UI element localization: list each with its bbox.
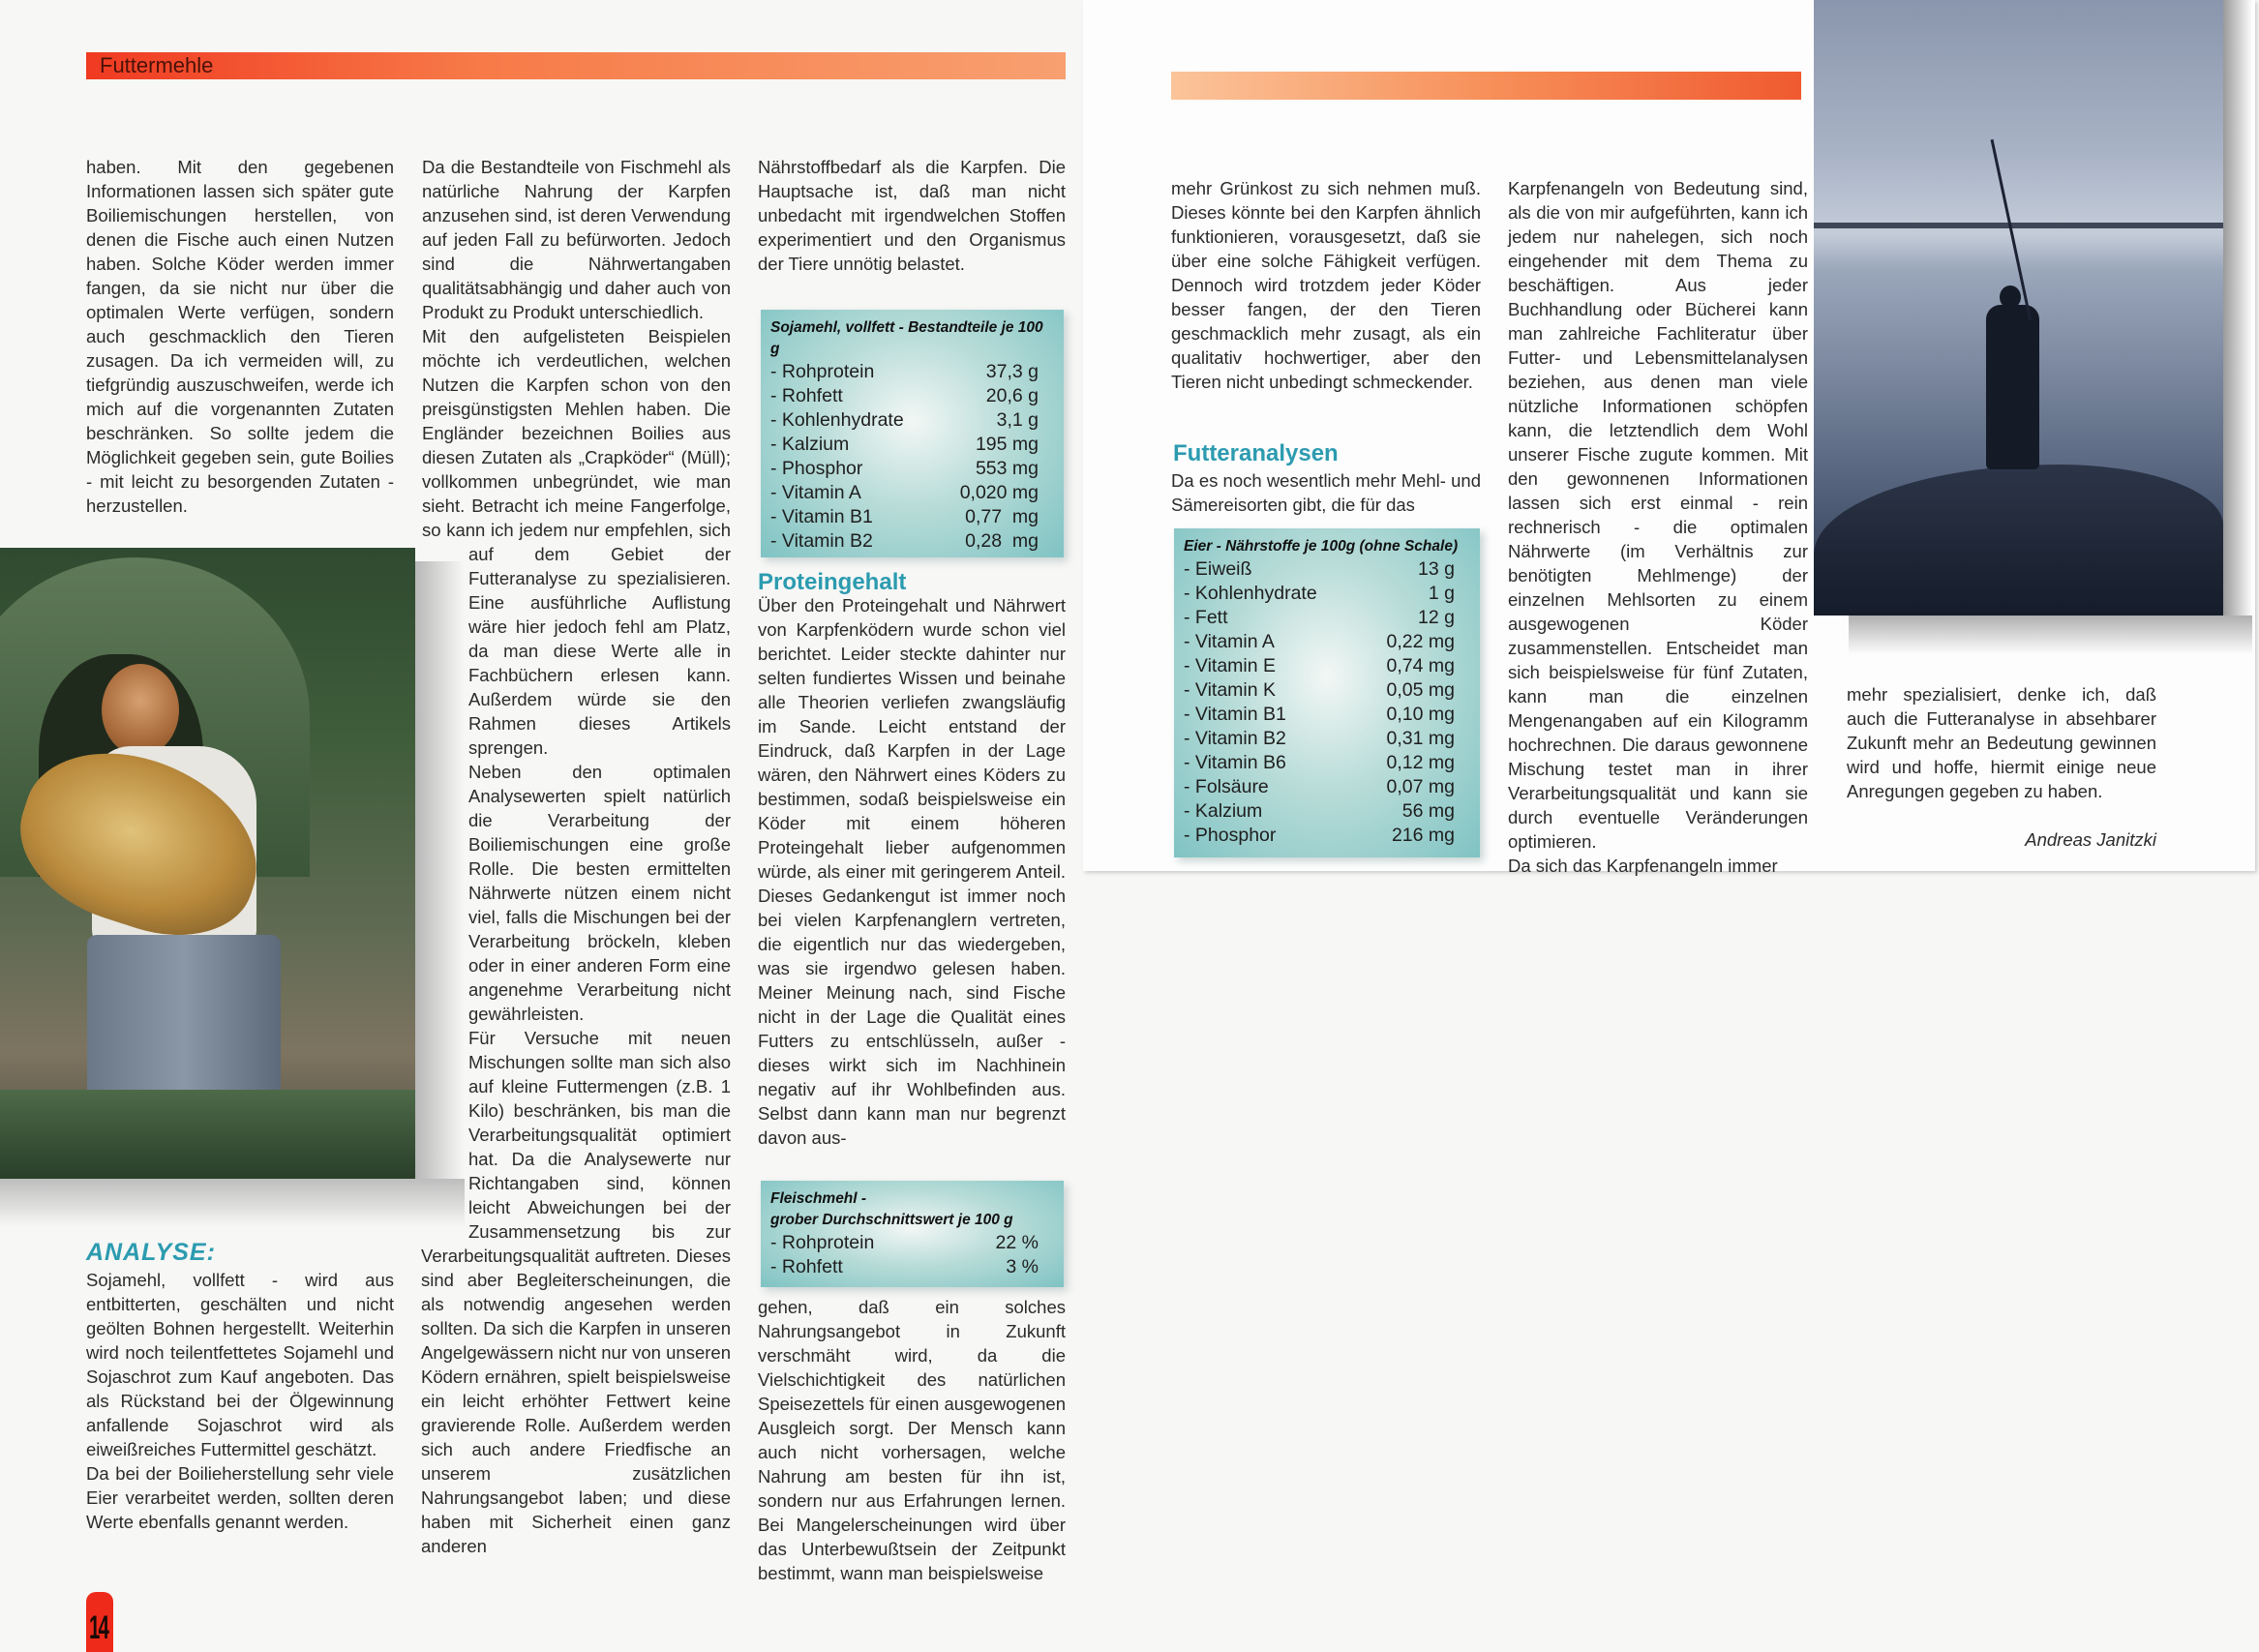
nutrient-value: 12 g <box>1418 607 1455 628</box>
silhouette-body <box>1986 305 2039 469</box>
table-fleischmehl <box>761 1181 1064 1287</box>
nutrient-label: - Vitamin B2 <box>1184 728 1286 749</box>
paragraph: haben. Mit den gegebenen Informationen lassen sich später gute Boiliemischungen herstellen, von denen die Fische auch einen Nutzen haben. Solche Köder werden immer fangen, da sie nicht nur über die optimalen Werte verfügen, sondern auch geschmacklich den Tieren zusagen. Da ich vermeiden will, zu tiefgründig auszuschweifen, werde ich mich auf die vorgenannten Zutaten beschränken. So sollte jedem die Möglichkeit gegeben sein, gute Boilies - mit leicht zu besorgenden Zutaten - herzustellen. <box>86 157 394 516</box>
analyse-text <box>86 1268 394 1534</box>
nutrient-value: 20,6 g <box>985 385 1039 406</box>
far-shoreline <box>1814 223 2223 228</box>
right-column-3-text: mehr spezialisiert, denke ich, daß auch die Futteranalyse in absehbarer Zukunft mehr an Bedeutung gewinnen wird und hoffe, hiermit einige neue Anregungen gegeben zu haben. <box>1847 684 2156 801</box>
table-body <box>770 1231 1054 1279</box>
photo-lake-angler-silhouette <box>1814 0 2223 616</box>
table-row <box>770 481 1054 505</box>
nutrient-label: - Vitamin B1 <box>1184 704 1286 725</box>
nutrient-value: 3 % <box>1006 1256 1039 1277</box>
nutrient-label: - Kalzium <box>770 434 850 455</box>
nutrient-label: - Rohfett <box>770 1256 843 1277</box>
section-title: Futtermehle <box>100 53 214 77</box>
table-row <box>1184 775 1470 799</box>
table-row <box>770 1231 1054 1255</box>
photo-angler-with-carp <box>0 548 415 1179</box>
nutrient-label: - Eiweiß <box>1184 558 1252 580</box>
nutrient-label: - Rohprotein <box>770 361 875 382</box>
person-head <box>102 664 179 756</box>
nutrient-label: - Rohprotein <box>770 1232 875 1253</box>
nutrient-label: - Folsäure <box>1184 776 1269 797</box>
table-row <box>1184 703 1470 727</box>
photo-indent <box>421 542 468 1241</box>
heading-proteingehalt: Proteingehalt <box>758 569 907 595</box>
right-column-1-text: mehr Grünkost zu sich nehmen muß. Dieses könnte bei den Karpfen ähnlich funktionieren, vorausgesetzt, daß sie über eine solche Fähigkeit verfügen. Dennoch wird trotzdem jeder Köder besser fangen, der den Tieren geschmacklich mehr zusagt, als ein qualitativ hochwertiger, aber den Tieren nicht unbedingt schmeckender. <box>1171 178 1481 392</box>
nutrient-label: - Vitamin K <box>1184 679 1277 701</box>
nutrient-label: - Kohlenhydrate <box>1184 583 1317 604</box>
nutrient-value: 0,74 mg <box>1386 655 1455 676</box>
table-row <box>1184 630 1470 654</box>
paragraph: Da bei der Boilieherstellung sehr viele Eier verarbeitet werden, sollten deren Werte ebenfalls genannt werden. <box>86 1463 394 1532</box>
table-body <box>770 360 1054 554</box>
nutrient-label: - Rohfett <box>770 385 843 406</box>
table-title: Fleischmehl - <box>770 1190 867 1207</box>
shore-foreground <box>1814 465 2223 616</box>
table-row <box>770 360 1054 384</box>
page-number-tab <box>86 1592 113 1652</box>
nutrient-label: - Vitamin B6 <box>1184 752 1286 773</box>
nutrient-value: 0,31 mg <box>1386 728 1455 749</box>
nutrient-label: - Phosphor <box>1184 825 1277 846</box>
table-row <box>770 457 1054 481</box>
column-3-end-text: gehen, daß ein solches Nahrungsangebot in Zukunft verschmäht wird, da die Vielschichtigkeit des natürlichen Speisezettels für einen ausgewogenen Ausgleich sorgt. Der Mensch kann auch nicht vorhersagen, welche Nahrung am besten für ihn ist, sondern nur aus Erfahrungen lernen. Bei Mangelerscheinungen wird über das Unterbewußtsein der Zeitpunkt bestimmt, wann man beispielsweise <box>758 1297 1066 1583</box>
nutrient-value: 3,1 g <box>996 409 1039 431</box>
nutrient-label: - Vitamin B2 <box>770 530 873 552</box>
nutrient-value: 216 mg <box>1391 825 1455 846</box>
nutrient-value: 37,3 g <box>985 361 1039 382</box>
right-column-1-after-heading: Da es noch wesentlich mehr Mehl- und Sämereisorten gibt, die für das <box>1171 470 1481 515</box>
table-body <box>1184 557 1470 848</box>
table-row <box>770 1255 1054 1279</box>
analyse-heading: ANALYSE: <box>86 1239 216 1266</box>
nutrient-label: - Vitamin B1 <box>770 506 873 527</box>
table-title: grober Durchschnittswert je 100 g <box>770 1212 1013 1228</box>
nutrient-label: - Vitamin E <box>1184 655 1277 676</box>
nutrient-value: 0,77 mg <box>965 506 1039 527</box>
nutrient-value: 553 mg <box>975 458 1039 479</box>
column-3-protein-text: Über den Proteingehalt und Nährwert von Karpfenködern wurde schon viel berichtet. Leider steckte dahinter nur selten fundiertes Wissen und beinahe alle Theorien verliefen zwangsläufig im Sande. Leicht entstand der Eindruck, daß Karpfen in der Lage wären, den Nährwert eines Köders zu bestimmen, sodaß beispielsweise ein Köder mit einem höheren Proteingehalt lieber aufgenommen würde, als einer mit geringerem Anteil. Dieses Gedankengut ist immer noch bei vielen Karpfenanglern vertreten, die eigentlich nur das wiedergeben, was sie irgendwo gelesen haben. Meiner Meinung nach, sind Fische nicht in der Lage die Qualität eines Futters zu entschlüsseln, außer - dieses wirkt sich im Nachhinein negativ auf ihr Wohlbefinden aus. Selbst dann kann man nur begrenzt davon aus- <box>758 595 1066 1148</box>
nutrient-value: 1 g <box>1428 583 1455 604</box>
right-header-bar <box>1171 72 1801 100</box>
column-3-intro: Nährstoffbedarf als die Karpfen. Die Hauptsache ist, daß man nicht unbedacht mit irgendwelchen Stoffen experimentiert und den Organismus der Tiere unnötig belastet. <box>758 157 1066 274</box>
nutrient-label: - Fett <box>1184 607 1228 628</box>
nutrient-label: - Phosphor <box>770 458 863 479</box>
nutrient-value: 0,12 mg <box>1386 752 1455 773</box>
table-row <box>1184 799 1470 824</box>
table-row <box>1184 606 1470 630</box>
nutrient-value: 0,28 mg <box>965 530 1039 552</box>
nutrient-value: 0,020 mg <box>959 482 1039 503</box>
paragraph: Neben den optimalen Analysewerten spielt natürlich die Verarbeitung der Boiliemischungen eine große Rolle. Die besten ermittelten Nährwerte nützen einem nicht viel, falls die Mischungen bei der Verarbeitung bröckeln, kleben oder in einer anderen Form eine angenehme Verarbeitung nicht gewährleisten. <box>468 762 731 1024</box>
nutrient-value: 0,05 mg <box>1386 679 1455 701</box>
grass-mat <box>0 1090 415 1179</box>
table-row <box>1184 582 1470 606</box>
nutrient-value: 22 % <box>995 1232 1039 1253</box>
paragraph: Sojamehl, vollfett - wird aus entbitterten, geschälten und nicht geölten Bohnen hergestellt. Weiterhin wird noch teilentfettetes Sojamehl und Sojaschrot zum Kauf angeboten. Das als Rückstand bei der Ölgewinnung anfallende Sojaschrot wird als eiweißreiches Futtermittel geschätzt. <box>86 1270 394 1459</box>
section-header-bar <box>86 52 1066 79</box>
table-row <box>770 505 1054 529</box>
nutrient-value: 0,22 mg <box>1386 631 1455 652</box>
photo-shadow <box>1849 616 2252 654</box>
table-row <box>1184 824 1470 848</box>
heading-futteranalysen: Futteranalysen <box>1173 440 1339 466</box>
right-column-2-text <box>1508 176 1808 878</box>
column-2-text <box>421 155 731 1558</box>
table-eier <box>1174 528 1480 857</box>
paragraph: Mit den aufgelisteten Beispielen möchte ich verdeutlichen, welchen Nutzen die Karpfen schon von den preisgünstigsten Mehlen haben. Die Engländer bezeichnen Boilies aus diesen Zutaten als „Crapköder“ (Müll); vollkommen unbegründet, wie man sieht. Betracht ich meine Fangerfolge, so kann ich jedem nur empfehlen, sich auf dem Gebiet der Futteranalyse zu spezialisieren. Eine ausführliche Auflistung wäre hier jedoch fehl am Platz, da man diese Werte alle in Fachbüchern erlesen kann. Außerdem würde sie den Rahmen dieses Artikels sprengen. <box>422 326 731 758</box>
photo-shadow <box>0 1179 465 1227</box>
table-row <box>1184 678 1470 703</box>
table-row <box>770 529 1054 554</box>
table-row <box>770 433 1054 457</box>
table-title: Sojamehl, vollfett - Bestandteile je 100 g <box>770 319 1043 357</box>
table-row <box>770 384 1054 408</box>
nutrient-label: - Vitamin A <box>1184 631 1275 652</box>
nutrient-value: 13 g <box>1418 558 1455 580</box>
nutrient-value: 0,07 mg <box>1386 776 1455 797</box>
author-name: Andreas Janitzki <box>2025 829 2156 850</box>
table-row <box>1184 557 1470 582</box>
paragraph: Da sich das Karpfenangeln immer <box>1508 856 1778 876</box>
nutrient-value: 0,10 mg <box>1386 704 1455 725</box>
nutrient-value: 56 mg <box>1401 800 1455 822</box>
table-title: Eier - Nährstoffe je 100g (ohne Schale) <box>1184 538 1459 555</box>
table-row <box>1184 751 1470 775</box>
nutrient-label: - Kalzium <box>1184 800 1263 822</box>
table-sojamehl <box>761 310 1064 557</box>
paragraph: Da die Bestandteile von Fischmehl als natürliche Nahrung der Karpfen anzusehen sind, ist deren Verwendung auf jeden Fall zu befürworten. Jedoch sind die Nährwertangaben qualitätsabhängig und daher auch von Produkt zu Produkt unterschiedlich. <box>422 157 731 322</box>
photo-shadow <box>2223 0 2252 639</box>
nutrient-value: 195 mg <box>975 434 1039 455</box>
paragraph: Karpfenangeln von Bedeutung sind, als die von mir aufgeführten, kann ich jedem nur nahelegen, sich noch eingehender mit dem Thema zu beschäftigen. Aus jeder Buchhandlung oder Bücherei kann man zahlreiche Fachliteratur über Futter- und Lebensmittelanalysen beziehen, aus denen man viele nützliche Informationen schöpfen kann, die letztendlich dem Wohl unserer Fische zugute kommen. Mit den gewonnenen Informationen lassen sich erst einmal - rein rechnerisch - die optimalen Nährwerte (im Verhältnis zur benötigten Mehlmenge) der einzelnen Mehlsorten zu einem ausgewogenen Köder zusammenstellen. Entscheidet man sich beispielsweise für fünf Zutaten, kann man die einzelnen Mengenangaben auf ein Kilogramm hochrechnen. Die daraus gewonnene Mischung testet man in ihrer Verarbeitungsqualität und kann sie durch eventuelle Veränderungen optimieren. <box>1508 178 1808 852</box>
column-1-text <box>86 155 394 518</box>
paragraph: Für Versuche mit neuen Mischungen sollte man sich also auf kleine Futtermengen (z.B. 1 Kilo) beschränken, bis man die Verarbeitungsqualität optimiert hat. Da die Analysewerte nur Richtangaben sind, können leicht Abweichungen bei der Zusammensetzung bis zur Verarbeitungsqualität auftreten. Dieses sind aber Begleiterscheinungen, die als notwendig angesehen werden sollten. Da sich die Karpfen in unseren Angelgewässern nicht nur von unseren Ködern ernähren, spielt beispielsweise ein leicht erhöhter Fettwert keine gravierende Rolle. Außerdem werden sich auch andere Friedfische an unserem zusätzlichen Nahrungsangebot laben; und diese haben mit Sicherheit einen ganz anderen <box>421 1028 731 1556</box>
nutrient-label: - Vitamin A <box>770 482 861 503</box>
table-row <box>770 408 1054 433</box>
table-row <box>1184 727 1470 751</box>
nutrient-label: - Kohlenhydrate <box>770 409 904 431</box>
table-row <box>1184 654 1470 678</box>
page-number: 14 <box>89 1609 108 1646</box>
